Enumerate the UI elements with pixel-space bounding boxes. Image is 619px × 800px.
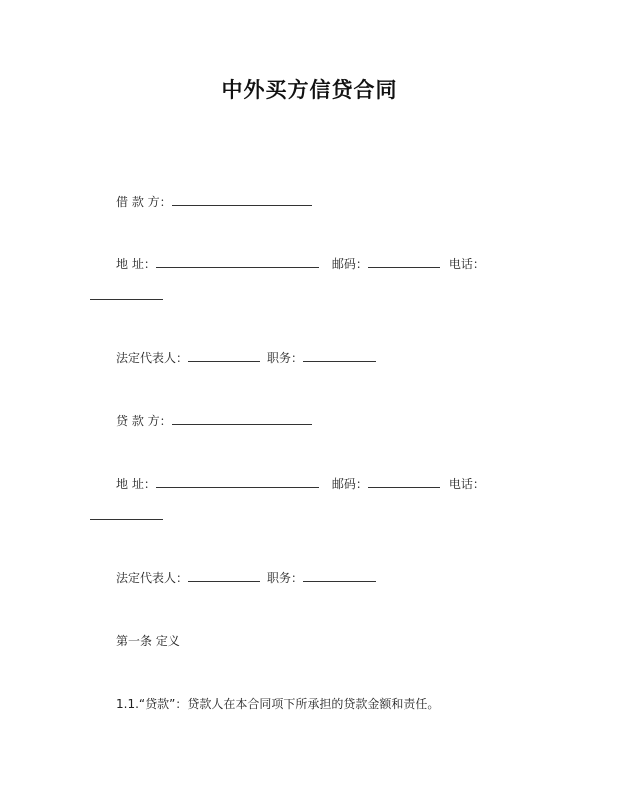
lender-label: 贷 款 方： <box>116 414 172 428</box>
borrower-address-line <box>116 256 485 272</box>
borrower-rep-line <box>116 350 376 366</box>
article-1-heading: 第一条 定义 <box>116 634 180 648</box>
lender-line <box>116 413 312 429</box>
lender-postcode-label: 邮码： <box>331 477 368 491</box>
borrower-postcode-blank <box>368 256 440 268</box>
lender-position-blank <box>303 570 376 582</box>
borrower-phone-continuation <box>90 288 163 304</box>
lender-rep-label: 法定代表人： <box>116 571 189 585</box>
lender-address-line <box>116 476 485 492</box>
borrower-label: 借 款 方： <box>116 195 172 209</box>
borrower-position-blank <box>303 350 376 362</box>
lender-rep-blank <box>188 570 260 582</box>
borrower-rep-blank <box>188 350 260 362</box>
lender-name-blank <box>172 413 312 425</box>
lender-phone-blank <box>90 508 163 520</box>
lender-rep-line <box>116 570 376 586</box>
lender-address-blank <box>156 476 319 488</box>
lender-phone-label: 电话： <box>448 477 485 491</box>
lender-address-label: 地 址： <box>116 477 156 491</box>
borrower-name-blank <box>172 194 312 206</box>
lender-postcode-blank <box>368 476 440 488</box>
document-title: 中外买方信贷合同 <box>221 78 398 102</box>
borrower-phone-blank <box>90 288 163 300</box>
borrower-address-blank <box>156 256 319 268</box>
borrower-line <box>116 194 312 210</box>
borrower-position-label: 职务： <box>267 351 304 365</box>
lender-phone-continuation <box>90 508 163 524</box>
borrower-phone-label: 电话： <box>448 257 485 271</box>
clause-1-1: 1.1.“贷款”：贷款人在本合同项下所承担的贷款金额和责任。 <box>116 697 440 711</box>
lender-position-label: 职务： <box>267 571 304 585</box>
borrower-rep-label: 法定代表人： <box>116 351 189 365</box>
borrower-address-label: 地 址： <box>116 257 156 271</box>
borrower-postcode-label: 邮码： <box>331 257 368 271</box>
